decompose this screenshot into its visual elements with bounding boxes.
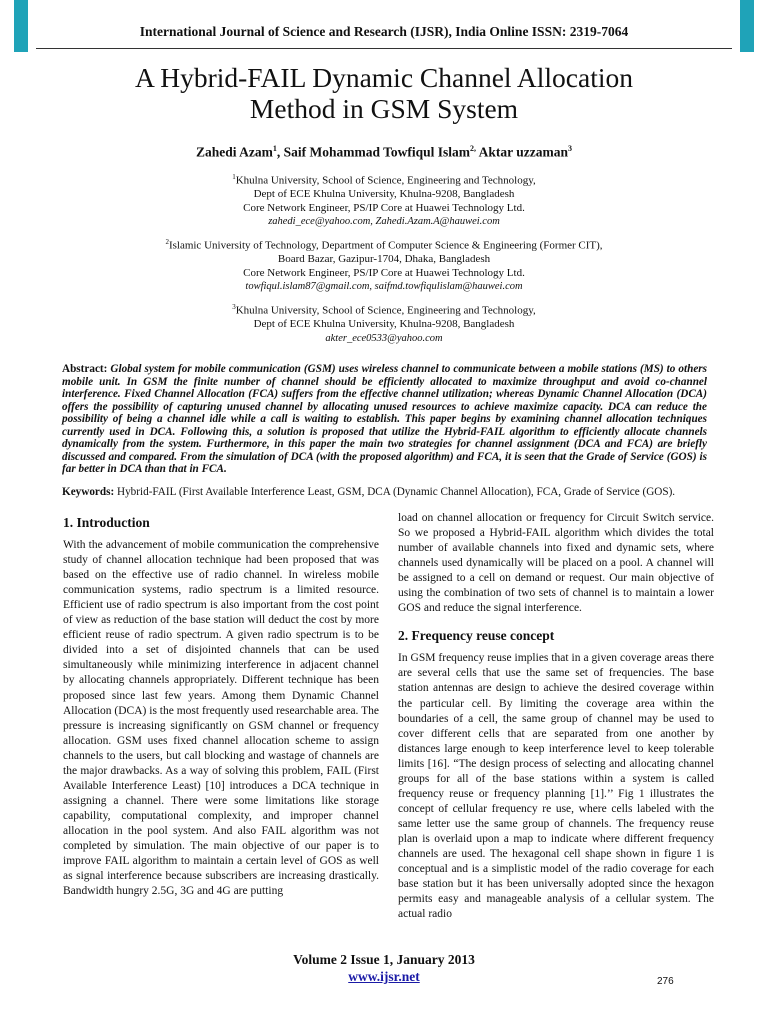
title-line-2: Method in GSM System — [249, 93, 519, 124]
affiliation-2-line-1: Islamic University of Technology, Department of Computer Science & Engineering (Former CIT), — [168, 239, 603, 252]
affiliation-3-email[interactable]: akter_ece0533@yahoo.com — [325, 332, 443, 344]
frequency-reuse-paragraph: In GSM frequency reuse implies that in a given coverage areas there are several cells that use the same set of frequencies. The base station antennas are design to achieve the desired coverage within the particular cell. By limiting the coverage area within the boundaries of a cell, the same group of channel may be used to cover different cells that are separated from one another by distances large enough to keep interference level to keep tolerable limits [16]. “The design process of selecting and allocating channel groups for all of the base stations within a system is called frequency reuse or frequency planning [1].’’ Fig 1 illustrates the concept of cellular frequency re use, where cells labeled with the same letter use the same group of channels. The frequency reuse plan is overlaid upon a map to indicate where different frequency channels are used. The hexagonal cell shape shown in figure 1 is conceptual and is a simplistic model of the radio coverage for each base station but it has been universally adopted since the hexagon permits easy and manageable analysis of a cellular system. The actual radio — [398, 652, 714, 921]
affiliation-2-line-2: Board Bazar, Gazipur-1704, Dhaka, Bangladesh — [277, 253, 491, 266]
affiliation-3-line-1: Khulna University, School of Science, Engineering and Technology, — [235, 304, 536, 317]
abstract-text: Global system for mobile communication (GSM) uses wireless channel to communicate between a mobile stations (MS) to others mobile unit. In GSM the finite number of channel should be efficiently allocated to maximize throughput and avoid co-channel interference. Fixed Channel Allocation (FCA) suffers from the effective channel utilization; whereas Dynamic Channel Allocation (DCA) offers the possibility of capturing unused channel by allocating unused resources to achieve maximize capacity. DCA can reduce the possibility of being a channel idle while a call is waiting to establish. This paper begins by examining channel allocation techniques currently used in DCA. Following this, a solution is proposed that utilize the Hybrid-FAIL algorithm to efficiently allocate channels dynamically from the system. Furthermore, in this paper the main two strategies for channel assignment (DCA and FCA) are briefly discussed and compared. From the simulation of DCA (with the proposed algorithm) and FCA, it is seen that the Grade of Service (GOS) is far better in DCA than that in FCA. — [62, 363, 707, 475]
journal-header: International Journal of Science and Research (IJSR), India Online ISSN: 2319-7064 — [139, 24, 629, 39]
header-divider — [36, 48, 732, 49]
keywords — [62, 486, 707, 498]
left-column — [63, 512, 379, 899]
abstract-label: Abstract: — [62, 363, 108, 375]
paper-title — [60, 62, 708, 124]
affiliation-2 — [0, 236, 768, 294]
affiliation-3-sup: 3 — [232, 303, 236, 311]
footer-link[interactable]: www.ijsr.net — [348, 969, 420, 984]
introduction-paragraph: With the advancement of mobile communication the comprehensive study of channel allocation technique had been proposed that was based on the effective use of radio channel. In wireless mobile communication systems, radio spectrum is a limited resource. Efficient use of radio spectrum is also important from the cost point of view as reduction of the base station will deduct the cost by more efficient reuse of radio spectrum. A given radio spectrum is to be divided into a set of disjointed channels that can be used simultaneously while minimizing interference in adjacent channel by allocating channels appropriately. Different technique has been proposed since last few years. Among them Dynamic Channel Allocation (DCA) is the most frequently used researchable area. The pressure is increasing significantly on GSM channel or frequency allocation. GSM uses fixed channel allocation scheme to assign channels to the users, but call blocking and wastage of channels are the major drawbacks. As a way of solving this problem, FAIL (First Available Interference Least) [10] introduces a DCA technique in assigning a channel. There were some limitations like storage capability, computational complexity, and improper channel allocation in the pool system. And also FAIL algorithm was not completed by simulation. The main objective of our paper is to improve FAIL algorithm to maintain a certain level of GOS as well as signal interference because subscribers are increasing drastically. Bandwidth hungry 2.5G, 3G and 4G are putting — [63, 539, 379, 898]
introduction-continued-paragraph: load on channel allocation or frequency for Circuit Switch service. So we proposed a Hybrid-FAIL algorithm which divides the total number of available channels into fixed and dynamic sets, where channels used dynamically will be placed on a pool. A channel will be assigned to a cell on demand or request. Our main objective of using the combination of two sets of channel is to maintain a lower GOS and reduce the signal interference. — [398, 512, 714, 615]
affiliation-1 — [0, 171, 768, 229]
author-3: Aktar uzzaman — [478, 144, 569, 160]
affiliation-2-line-3: Core Network Engineer, PS/IP Core at Huawei Technology Ltd. — [243, 266, 525, 279]
right-column — [398, 511, 714, 922]
affiliation-2-email[interactable]: towfiqul.islam87@gmail.com, saifmd.towfiqulislam@hauwei.com — [245, 281, 523, 293]
author-2: Saif Mohammad Towfiqul Islam — [283, 144, 471, 160]
page-number: 276 — [657, 976, 674, 987]
section-heading-introduction: 1. Introduction — [63, 515, 150, 530]
keywords-label: Keywords: — [62, 486, 115, 498]
affiliation-1-sup: 1 — [232, 173, 236, 181]
author-1: Zahedi Azam — [195, 144, 273, 160]
affiliation-1-email[interactable]: zahedi_ece@yahoo.com, Zahedi.Azam.A@hauwei.com — [268, 216, 500, 228]
footer-volume: Volume 2 Issue 1, January 2013 — [293, 952, 475, 967]
author-3-sup: 3 — [568, 144, 573, 153]
section-heading-frequency-reuse: 2. Frequency reuse concept — [398, 628, 555, 644]
author-1-sup: 1 — [272, 144, 277, 153]
author-2-sup: 2, — [470, 144, 477, 153]
affiliation-2-sup: 2 — [165, 238, 169, 246]
author-list: Zahedi Azam$^1$, Saif Mohammad Towfiqul Islam$^{2,}$ Aktar uzzaman$^3$ — [195, 144, 573, 160]
affiliation-3-line-2: Dept of ECE Khulna University, Khulna-9208, Bangladesh — [253, 318, 515, 331]
affiliation-3 — [0, 301, 768, 345]
keywords-text: Hybrid-FAIL (First Available Interference Least, GSM, DCA (Dynamic Channel Allocation), FCA, Grade of Service (GOS). — [117, 486, 676, 498]
affiliation-1-line-3: Core Network Engineer, PS/IP Core at Huawei Technology Ltd. — [243, 201, 525, 214]
abstract — [62, 363, 707, 476]
affiliation-1-line-2: Dept of ECE Khulna University, Khulna-9208, Bangladesh — [253, 188, 515, 201]
affiliation-1-line-1: Khulna University, School of Science, Engineering and Technology, — [235, 174, 536, 187]
title-line-1: A Hybrid-FAIL Dynamic Channel Allocation — [135, 62, 633, 93]
